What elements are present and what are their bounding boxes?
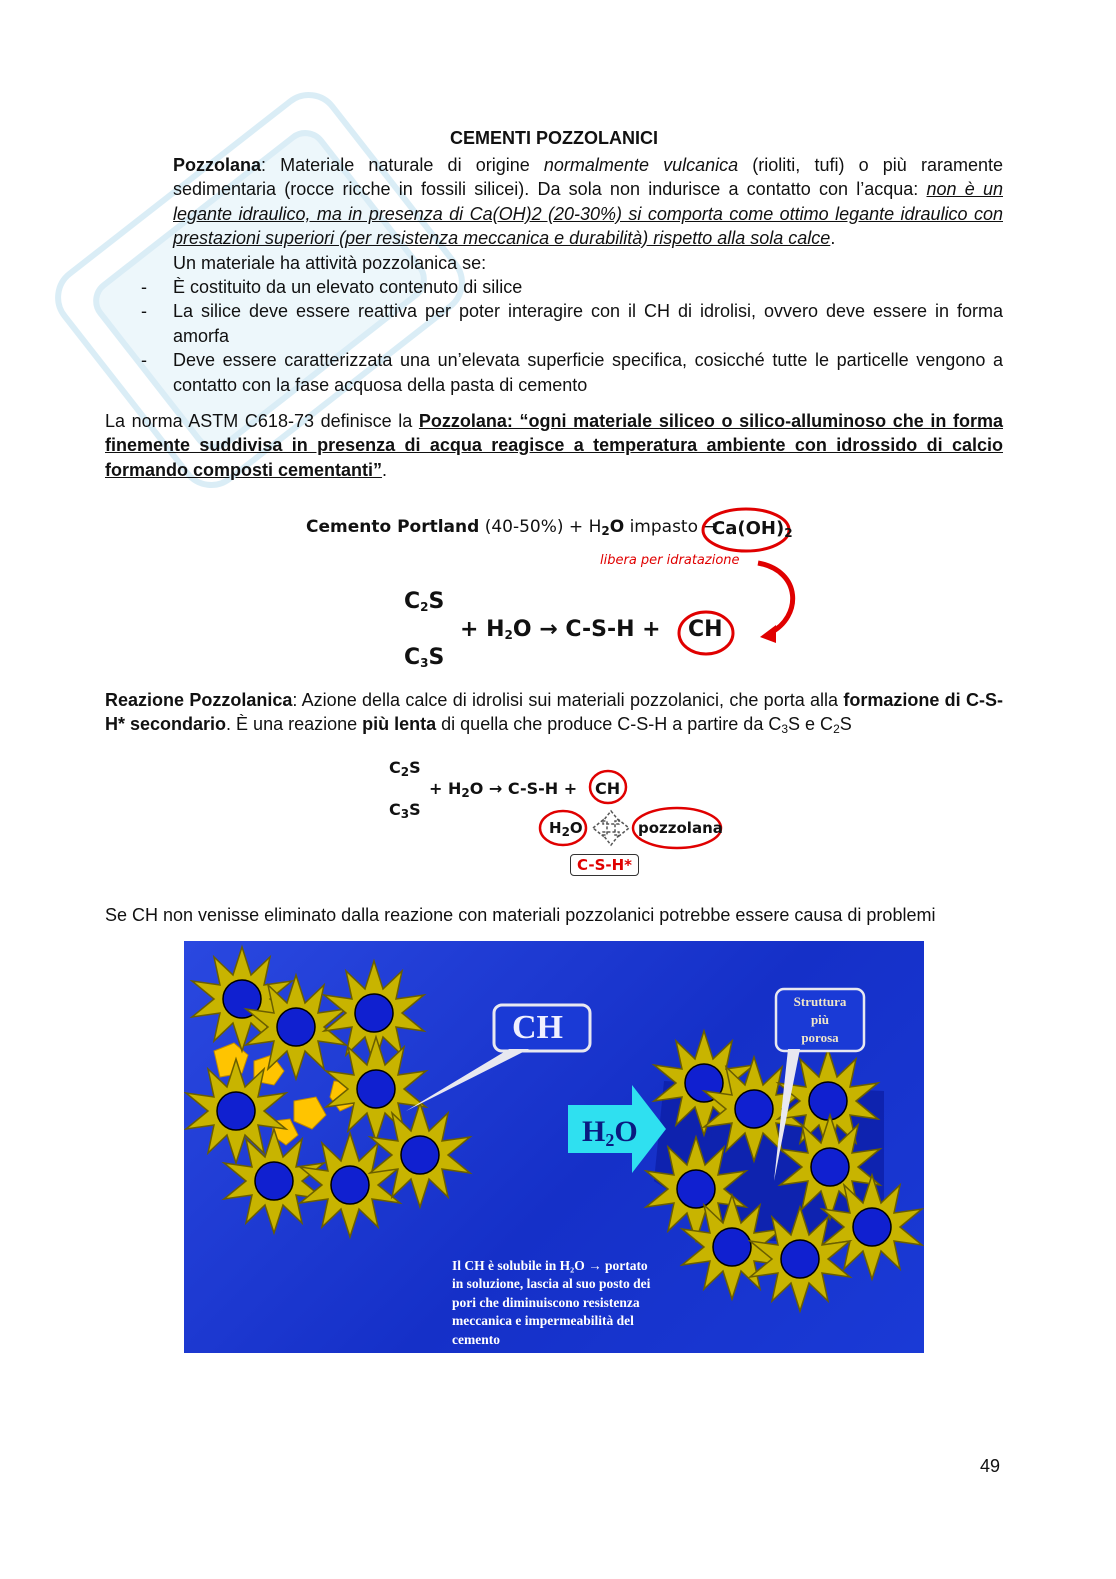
product-label: $Ca(OH)_2$ (712, 518, 793, 540)
activity-list (105, 275, 1003, 397)
reaction-1-equation: + $H_2O \to C-S-H$ + (460, 617, 661, 642)
page-content (105, 128, 1003, 482)
intro-text-end: . (830, 228, 836, 249)
list-item: - La silice deve essere reattiva per poter interagire con il CH di idrolisi, ovvero deve essere in forma amorfa (141, 301, 1003, 346)
intro-text-italic: normalmente vulcanica (543, 155, 739, 175)
astm-text-end: . (382, 459, 388, 480)
ch-label-2: CH (595, 779, 621, 798)
ch-label: CH (688, 617, 723, 642)
ch-callout-label: CH (512, 1009, 563, 1046)
intro-paragraph (105, 153, 1003, 251)
c2s-label: $C_2S$ (404, 589, 445, 614)
astm-paragraph (105, 409, 1003, 482)
intro-text-1: : Materiale naturale di origine (261, 155, 544, 175)
hydration-note: libera per idratazione (600, 553, 740, 568)
astm-definition: Pozzolana: “ogni materiale siliceo o silico-alluminoso che in forma finemente suddivisa in presenza di acqua reagisce a temperatura ambiente con idrossido di calcio formando composti cementanti” (105, 411, 1004, 480)
c3s-label: $C_3S$ (404, 645, 445, 670)
reaction-1-figure (300, 505, 820, 680)
pozzolana-label: pozzolana (638, 819, 723, 837)
csh-secondary-label: C-S-H* (570, 854, 639, 876)
list-item: - Deve essere caratterizzata una un’elevata superficie specifica, cosicché tutte le particelle vengono a contatto con la fase acquosa della pasta di cemento (141, 350, 1003, 395)
ch-problem-text: Se CH non venisse eliminato dalla reazione con materiali pozzolanici potrebbe essere causa di problemi (105, 905, 936, 925)
list-item: - È costituito da un elevato contenuto di silice (141, 277, 523, 298)
c3s-label-2: $C_3S$ (389, 800, 421, 821)
page-title: CEMENTI POZZOLANICI (450, 128, 658, 148)
reaction-arrows-icon (591, 809, 631, 847)
reaction-2-equation: + $H_2O \to C-S-H$ + (429, 779, 578, 800)
porous-callout: Struttura più porosa (793, 994, 847, 1045)
figure-caption: Il CH è solubile in H₂O → portato in soluzione, lascia al suo posto dei pori che diminuiscono resistenza meccanica e impermeabilità del cemento (452, 1258, 651, 1347)
page-number: 49 (980, 1456, 1001, 1476)
curved-arrow-icon (740, 555, 810, 645)
intro-text-2: (rioliti, tufi) o più raramente sedimentaria (rocce ricche in fossili silicei). Da sola non indurisce a contatto con l’acqua: (173, 155, 1003, 200)
h2o-arrow-label: H2O (582, 1115, 638, 1150)
pozzolanic-paragraph: Reazione Pozzolanica: Azione della calce di idrolisi sui materiali pozzolanici, che porta alla formazione di C-S-H* secondario. È una reazione più lenta di quella che produce C-S-H a partire da $C_3S$ e $C_2S$ (105, 690, 1003, 737)
astm-text-1: La norma ASTM C618-73 definisce la (105, 411, 419, 432)
activity-intro: Un materiale ha attività pozzolanica se: (173, 252, 487, 273)
cement-structure-figure (184, 941, 924, 1353)
reaction-2-figure (385, 755, 730, 880)
intro-underlined: non è un legante idraulico, ma in presenza di Ca(OH)2 (20-30%) si comporta come ottimo legante idraulico con prestazioni superiori (per resistenza meccanica e durabilità) rispetto alla sola calce (173, 179, 1003, 249)
reaction-1-line: Cemento Portland $(40-50\%) + H_2O$ impasto → (306, 517, 718, 538)
intro-term: Pozzolana (173, 155, 262, 175)
h2o-label: $H_2O$ (549, 819, 583, 839)
c2s-label-2: $C_2S$ (389, 758, 421, 779)
